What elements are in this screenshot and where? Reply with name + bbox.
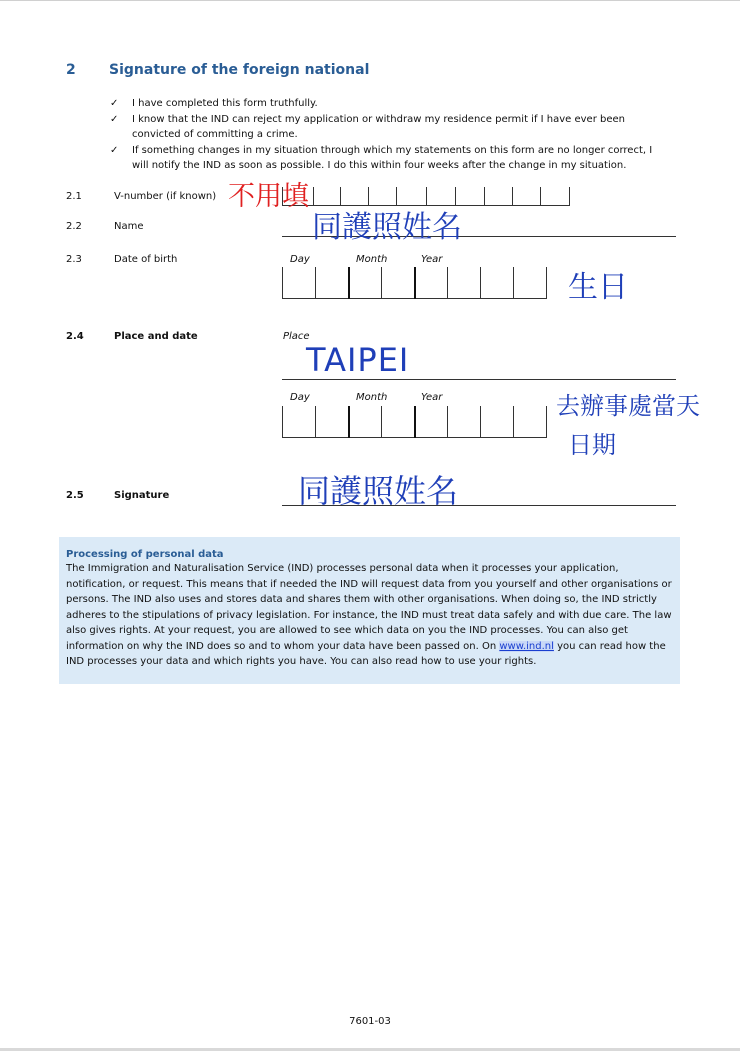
declaration-item: ✓ I have completed this form truthfully. [110,96,670,112]
field-label-dob: Date of birth [114,254,178,265]
form-code: 7601-03 [349,1016,391,1027]
handwritten-signature-note: 同護照姓名 [298,472,459,510]
handwritten-date-note-line2: 日期 [568,431,616,459]
date-month-label: Month [356,392,388,403]
handwritten-vnumber-note: 不用填 [228,181,309,212]
field-label-name: Name [114,221,144,232]
privacy-info-box [59,537,680,684]
handwritten-date-note-line1: 去辦事處當天 [556,392,700,420]
handwritten-dob-note: 生日 [568,270,628,305]
field-number-dob: 2.3 [66,254,82,265]
declaration-item: ✓ If something changes in my situation through which my statements on this form are no longer correct, I will notify the IND as soon as possible. I do this within four weeks after the change in my situation. [110,144,653,171]
handwritten-place: TAIPEI [306,341,410,379]
ind-website-link[interactable]: www.ind.nl [499,640,554,652]
handwritten-name-note: 同護照姓名 [312,210,462,245]
privacy-body: The Immigration and Naturalisation Service (IND) processes personal data when it processes your application, notification, or request. This means that if needed the IND will request data from you yourself and other organisations or persons. The IND also uses and stores data and shares them with other organisations. When doing so, the IND strictly adheres to the stipulations of privacy legislation. For instance, the IND must treat data safely and with due care. The law also gives rights. At your request, you are allowed to see which data on you the IND processes. You can also get information on why the IND does so and to whom your data have been passed on. On www.ind.nl you can read how the IND processes your data and which rights you have. You can also read how to use your rights. [66,563,672,667]
field-number-place-date: 2.4 [66,331,84,342]
field-number-vnumber: 2.1 [66,191,82,202]
field-number-name: 2.2 [66,221,82,232]
declaration-item: ✓ I know that the IND can reject my application or withdraw my residence permit if I have ever been convicted of committing a crime. [110,113,625,140]
dob-year-label: Year [421,254,443,265]
date-year-label: Year [421,392,443,403]
place-input-line[interactable] [282,379,676,380]
field-number-signature: 2.5 [66,490,84,501]
dob-day-label: Day [290,254,310,265]
dob-input[interactable] [282,267,548,299]
dob-month-label: Month [356,254,388,265]
page-top-border [0,0,740,1]
date-day-label: Day [290,392,310,403]
section-title: Signature of the foreign national [109,62,370,78]
place-label: Place [283,331,310,342]
checkmark-icon: ✓ [110,113,119,125]
checkmark-icon: ✓ [110,144,119,156]
date-input[interactable] [282,406,548,438]
field-label-signature: Signature [114,490,170,501]
field-label-place-date: Place and date [114,331,198,342]
declaration-list [110,96,670,174]
section-number: 2 [66,62,76,78]
privacy-title: Processing of personal data [66,549,224,560]
checkmark-icon: ✓ [110,98,119,109]
field-label-vnumber: V-number (if known) [114,191,217,202]
